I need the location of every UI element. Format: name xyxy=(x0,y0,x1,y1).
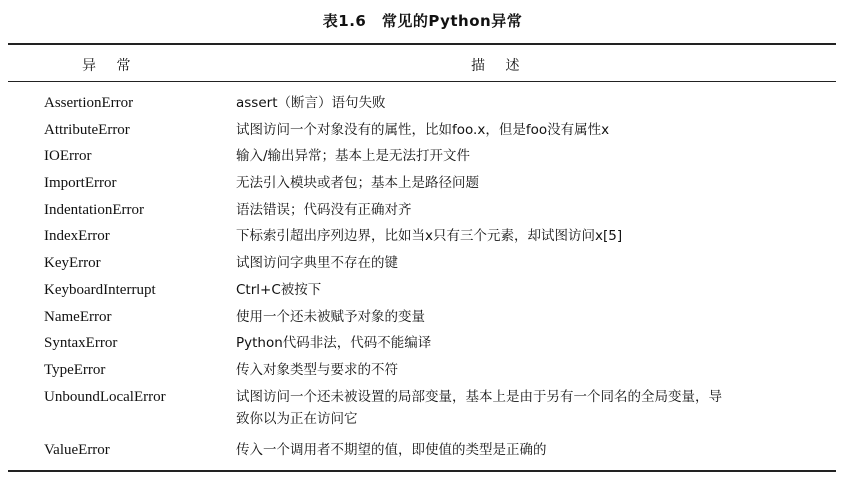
exception-name: ImportError xyxy=(44,175,117,192)
table-row xyxy=(0,199,845,226)
exception-description: 输入/输出异常；基本上是无法打开文件 xyxy=(236,148,471,165)
header-description: 描 述 xyxy=(471,58,528,74)
exception-name: AssertionError xyxy=(44,95,134,111)
header-exception: 异 常 xyxy=(82,58,139,74)
exception-description: 试图访问一个对象没有的属性，比如foo.x，但是foo没有属性x xyxy=(236,121,610,138)
exception-name: KeyError xyxy=(44,255,101,272)
table-row xyxy=(0,306,845,333)
table-row xyxy=(0,145,845,172)
table-title: 表1.6 常见的Python异常 xyxy=(322,12,523,30)
header-rule xyxy=(8,81,836,82)
exception-description: 试图访问字典里不存在的键 xyxy=(236,255,398,272)
exception-name: ValueError xyxy=(44,441,110,458)
table-row xyxy=(0,359,845,386)
exception-name: SyntaxError xyxy=(44,335,118,352)
table-row xyxy=(0,279,845,306)
exception-name: TypeError xyxy=(44,361,106,378)
table-row xyxy=(0,172,845,199)
top-rule xyxy=(8,43,836,45)
description-line-2: 致你以为正在访问它 xyxy=(236,410,358,427)
table-body xyxy=(0,92,845,465)
exception-name: UnboundLocalError xyxy=(44,388,166,405)
exception-name: NameError xyxy=(44,308,112,325)
exception-description: 无法引入模块或者包；基本上是路径问题 xyxy=(236,175,479,192)
exception-name: AttributeError xyxy=(44,121,130,138)
table-row xyxy=(0,92,845,119)
exception-description: 传入对象类型与要求的不符 xyxy=(236,361,398,378)
exception-name: IndexError xyxy=(44,228,110,245)
exception-name: IndentationError xyxy=(44,201,144,218)
exception-description: 传入一个调用者不期望的值，即使值的类型是正确的 xyxy=(236,441,547,458)
exception-description: 使用一个还未被赋予对象的变量 xyxy=(236,308,425,325)
exception-description: 下标索引超出序列边界，比如当x只有三个元素，却试图访问x[5] xyxy=(236,228,623,245)
table-row xyxy=(0,332,845,359)
exception-description: Python代码非法，代码不能编译 xyxy=(236,335,432,352)
exception-name: KeyboardInterrupt xyxy=(44,281,156,298)
table-row xyxy=(0,252,845,279)
exception-description: 语法错误；代码没有正确对齐 xyxy=(236,201,412,218)
exception-name: IOError xyxy=(44,148,92,165)
table-row xyxy=(0,119,845,146)
exception-description: Ctrl+C被按下 xyxy=(236,281,322,298)
table-row xyxy=(0,439,845,466)
table-row xyxy=(0,225,845,252)
exception-description: assert（断言）语句失败 xyxy=(236,95,386,111)
exception-description xyxy=(236,386,826,430)
bottom-rule xyxy=(8,470,836,472)
description-line-1: 试图访问一个还未被设置的局部变量，基本上是由于另有一个同名的全局变量，导 xyxy=(236,388,722,405)
table-row xyxy=(0,386,845,439)
